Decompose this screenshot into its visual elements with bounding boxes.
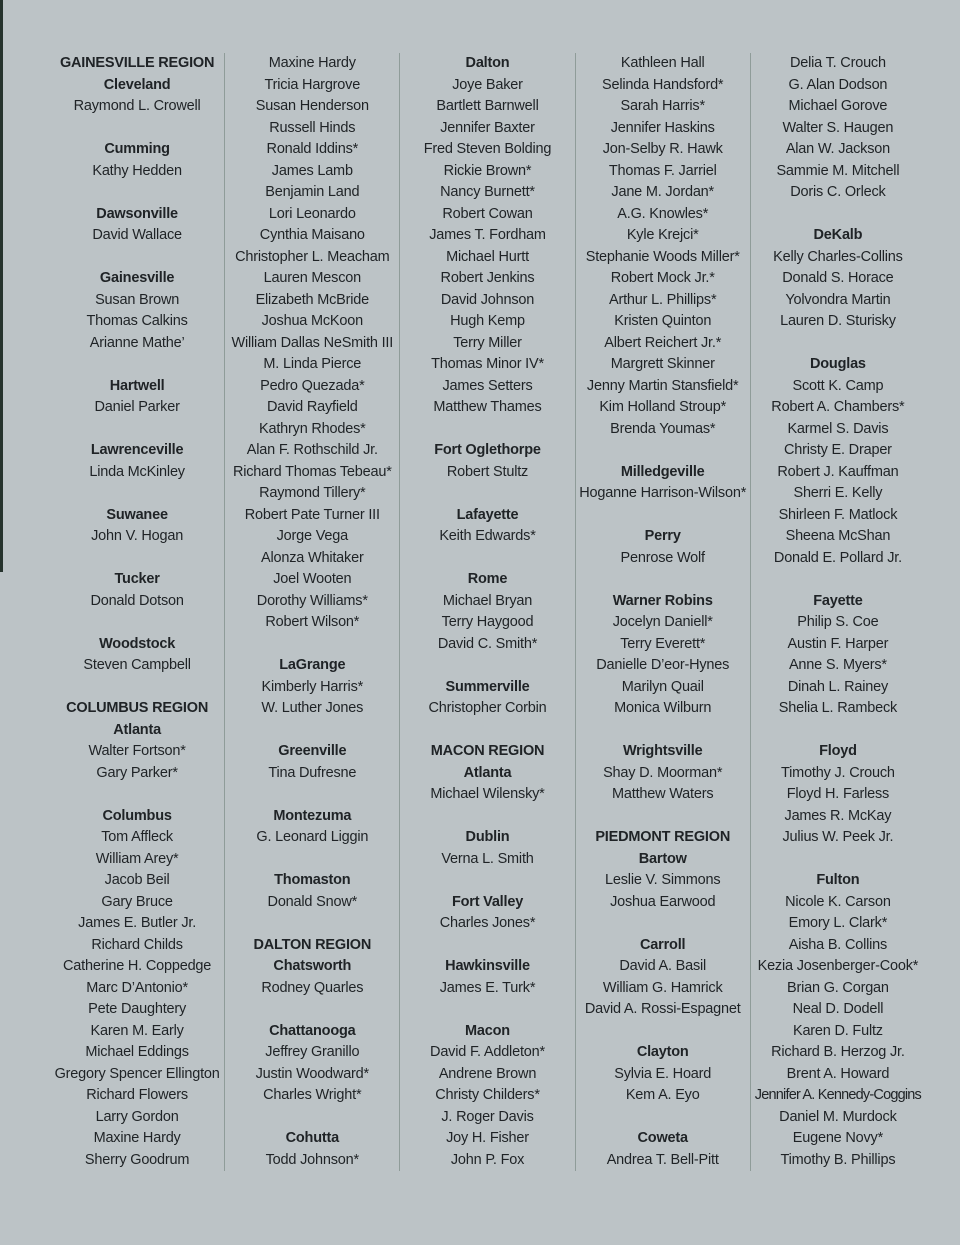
member-name: James R. McKay xyxy=(784,807,892,824)
member-name: M. Linda Pierce xyxy=(263,356,362,372)
member-name: Donald Dotson xyxy=(90,592,184,609)
member-name: Terry Haygood xyxy=(441,614,534,630)
member-name: Bartlett Barnwell xyxy=(436,98,539,114)
member-name: Ronald Iddins* xyxy=(266,141,359,157)
member-name: Jacob Beil xyxy=(104,872,170,888)
member-name: Sammie M. Mitchell xyxy=(776,162,900,179)
member-name: William Dallas NeSmith III xyxy=(231,334,394,351)
member-name: Michael Eddings xyxy=(85,1044,189,1060)
spacer xyxy=(50,483,224,505)
member-name: Lauren Mescon xyxy=(263,270,361,286)
section-heading: Perry xyxy=(644,528,681,544)
member-name: Jane M. Jordan* xyxy=(611,184,714,200)
member-name: Keith Edwards* xyxy=(439,528,536,544)
member-name: Rodney Quarles xyxy=(261,979,364,996)
member-name: Andrene Brown xyxy=(438,1065,537,1082)
member-name: Stephanie Woods Miller* xyxy=(585,248,740,265)
member-name: Susan Brown xyxy=(95,291,180,308)
member-name: Kim Holland Stroup* xyxy=(599,399,727,415)
member-name: W. Luther Jones xyxy=(261,700,364,716)
member-name: Andrea T. Bell-Pitt xyxy=(606,1151,719,1168)
member-name: Hoganne Harrison-Wilson* xyxy=(579,485,747,501)
member-name: Nicole K. Carson xyxy=(785,893,891,910)
section-heading: Hartwell xyxy=(109,377,165,394)
member-name: David A. Basil xyxy=(619,958,707,974)
member-name: Kelly Charles-Collins xyxy=(773,248,903,265)
member-name: Joshua McKoon xyxy=(261,313,363,329)
member-name: Albert Reichert Jr.* xyxy=(604,334,722,351)
member-name: Timothy J. Crouch xyxy=(781,764,895,781)
spacer xyxy=(751,204,925,226)
member-name: Sarah Harris* xyxy=(620,98,705,114)
member-name: Marilyn Quail xyxy=(621,678,704,695)
member-name: James T. Fordham xyxy=(429,227,546,243)
section-heading: Columbus xyxy=(102,807,172,824)
section-heading: LaGrange xyxy=(279,657,346,673)
member-name: Yolvondra Martin xyxy=(785,291,891,308)
member-name: Arianne Mathe’ xyxy=(89,334,185,351)
member-name: Monica Wilburn xyxy=(614,700,712,716)
section-heading: Fulton xyxy=(816,872,860,888)
member-name: Pedro Quezada* xyxy=(260,377,365,394)
member-name: Anne S. Myers* xyxy=(788,657,887,673)
member-name: Selinda Handsford* xyxy=(602,76,724,93)
section-heading: Atlanta xyxy=(463,764,512,781)
section-heading: Dublin xyxy=(465,829,510,845)
member-name: Pete Daughtery xyxy=(88,1001,187,1017)
member-name: Elizabeth McBride xyxy=(255,291,370,308)
spacer xyxy=(400,419,574,441)
spacer xyxy=(50,784,224,806)
spacer xyxy=(576,913,750,935)
spacer xyxy=(400,655,574,677)
member-name: Brenda Youmas* xyxy=(610,420,716,437)
member-name: Todd Johnson* xyxy=(265,1151,359,1168)
member-name: Daniel Parker xyxy=(94,399,180,415)
member-name: Dorothy Williams* xyxy=(256,592,368,609)
section-heading: Warner Robins xyxy=(612,592,713,609)
spacer xyxy=(576,505,750,527)
member-name: Floyd H. Farless xyxy=(786,786,890,802)
member-name: Austin F. Harper xyxy=(787,635,889,652)
member-name: David C. Smith* xyxy=(437,635,538,652)
member-name: Michael Gorove xyxy=(788,98,888,114)
section-heading: Cumming xyxy=(104,141,170,157)
member-name: Terry Miller xyxy=(453,334,522,351)
member-name: Lauren D. Sturisky xyxy=(780,313,896,329)
member-name: Michael Bryan xyxy=(442,592,533,609)
member-name: A.G. Knowles* xyxy=(617,205,709,222)
member-name: Nancy Burnett* xyxy=(440,184,535,200)
member-name: James Setters xyxy=(442,377,533,394)
member-name: Scott K. Camp xyxy=(792,377,884,394)
member-name: Robert Pate Turner III xyxy=(244,506,380,523)
member-name: Joye Baker xyxy=(452,76,523,93)
spacer xyxy=(50,118,224,140)
member-name: Robert Wilson* xyxy=(265,614,360,630)
spacer xyxy=(400,483,574,505)
member-name: Michael Wilensky* xyxy=(430,786,545,802)
section-heading: PIEDMONT REGION xyxy=(595,829,731,845)
member-name: Tricia Hargrove xyxy=(264,76,361,93)
spacer xyxy=(400,935,574,957)
member-name: Timothy B. Phillips xyxy=(780,1151,896,1168)
spacer xyxy=(50,548,224,570)
member-name: Larry Gordon xyxy=(95,1108,179,1125)
member-name: Justin Woodward* xyxy=(255,1065,369,1082)
column-5 xyxy=(750,53,925,1171)
member-name: Walter S. Haugen xyxy=(782,119,894,136)
member-name: Marc D’Antonio* xyxy=(86,979,188,996)
section-heading: Montezuma xyxy=(273,807,352,824)
member-name: Karen M. Early xyxy=(90,1022,184,1039)
member-name: Christopher L. Meacham xyxy=(235,248,390,265)
member-name: Aisha B. Collins xyxy=(788,936,888,953)
member-name: Shay D. Moorman* xyxy=(603,764,723,781)
member-name: John V. Hogan xyxy=(91,528,184,544)
spacer xyxy=(225,634,399,656)
section-heading: Fayette xyxy=(813,592,863,609)
member-name: James E. Butler Jr. xyxy=(78,915,197,931)
section-heading: Summerville xyxy=(445,678,530,695)
spacer xyxy=(225,1107,399,1129)
member-name: Maxine Hardy xyxy=(93,1130,181,1146)
member-name: Sylvia E. Hoard xyxy=(614,1065,712,1082)
member-name: Jon-Selby R. Hawk xyxy=(602,141,723,157)
member-name: Brian G. Corgan xyxy=(787,979,889,996)
member-name: Christopher Corbin xyxy=(428,700,547,716)
member-name: Tina Dufresne xyxy=(268,764,357,781)
member-name: Joy H. Fisher xyxy=(446,1130,529,1146)
member-name: Tom Affleck xyxy=(101,829,173,845)
member-name: Kimberly Harris* xyxy=(261,678,364,695)
member-name: Raymond L. Crowell xyxy=(73,98,201,114)
member-name: Susan Henderson xyxy=(255,98,369,114)
member-name: Matthew Thames xyxy=(433,399,542,415)
spacer xyxy=(50,247,224,269)
spacer xyxy=(751,569,925,591)
member-name: Terry Everett* xyxy=(620,635,706,652)
member-name: Danielle D’eor-Hynes xyxy=(596,657,730,673)
member-name: Kristen Quinton xyxy=(614,313,712,329)
member-name: Margrett Skinner xyxy=(610,356,715,372)
member-name: Steven Campbell xyxy=(83,657,191,673)
member-name: David Wallace xyxy=(92,227,182,243)
member-name: Kezia Josenberger-Cook* xyxy=(757,958,919,974)
spacer xyxy=(576,1107,750,1129)
member-name: David Rayfield xyxy=(266,399,358,415)
section-heading: Tucker xyxy=(114,571,160,587)
spacer xyxy=(50,182,224,204)
member-name: Thomas F. Jarriel xyxy=(608,162,717,179)
section-heading: Bartow xyxy=(638,850,687,867)
section-heading: Woodstock xyxy=(99,635,176,652)
member-name: Rickie Brown* xyxy=(443,162,532,179)
spacer xyxy=(751,849,925,871)
member-name: John P. Fox xyxy=(450,1151,525,1168)
member-name: Charles Wright* xyxy=(263,1087,362,1103)
left-edge-bar xyxy=(0,0,3,572)
spacer xyxy=(400,806,574,828)
member-name: Richard Flowers xyxy=(86,1087,188,1103)
section-heading: DeKalb xyxy=(813,227,863,243)
member-name: Sherri E. Kelly xyxy=(793,485,883,501)
member-name: Richard Childs xyxy=(91,936,183,953)
spacer xyxy=(225,720,399,742)
section-heading: Fort Oglethorpe xyxy=(434,442,541,458)
spacer xyxy=(225,784,399,806)
member-name: Robert Stultz xyxy=(446,463,529,480)
section-heading: Chatsworth xyxy=(273,958,352,974)
member-name: David A. Rossi-Espagnet xyxy=(584,1001,741,1017)
member-name: Joshua Earwood xyxy=(610,893,716,910)
spacer xyxy=(225,913,399,935)
spacer xyxy=(576,569,750,591)
member-name: Raymond Tillery* xyxy=(259,485,366,501)
section-heading: Carroll xyxy=(640,936,686,953)
spacer xyxy=(400,870,574,892)
member-name: J. Roger Davis xyxy=(441,1108,534,1125)
member-name: James E. Turk* xyxy=(439,979,536,996)
section-heading: Douglas xyxy=(810,356,866,372)
spacer xyxy=(50,612,224,634)
member-name: Jennifer Haskins xyxy=(610,119,715,136)
member-name: Lori Leonardo xyxy=(268,205,356,222)
member-name: William G. Hamrick xyxy=(602,979,723,996)
spacer xyxy=(400,999,574,1021)
member-name: Dinah L. Rainey xyxy=(787,678,888,695)
section-heading: Macon xyxy=(465,1022,510,1039)
section-heading: GAINESVILLE REGION xyxy=(59,55,215,71)
member-name: Robert A. Chambers* xyxy=(771,399,905,415)
spacer xyxy=(50,677,224,699)
member-name: Jennifer Baxter xyxy=(440,119,535,136)
member-name: Matthew Waters xyxy=(612,786,714,802)
member-name: Sheena McShan xyxy=(785,528,891,544)
member-name: Richard Thomas Tebeau* xyxy=(232,463,392,480)
spacer xyxy=(50,354,224,376)
member-name: Jorge Vega xyxy=(276,528,348,544)
member-name: Michael Hurtt xyxy=(446,248,529,265)
spacer xyxy=(50,419,224,441)
member-name: Robert Mock Jr.* xyxy=(610,270,715,286)
section-heading: Milledgeville xyxy=(620,463,705,480)
section-heading: Greenville xyxy=(278,743,347,759)
section-heading: Lawrenceville xyxy=(90,442,184,458)
member-name: Linda McKinley xyxy=(89,463,185,480)
member-name: Maxine Hardy xyxy=(268,55,356,71)
member-name: Christy Childers* xyxy=(435,1087,540,1103)
section-heading: Dawsonville xyxy=(96,205,178,222)
roster-columns xyxy=(50,53,925,1171)
member-name: Gary Parker* xyxy=(96,764,178,781)
spacer xyxy=(400,720,574,742)
member-name: David Johnson xyxy=(440,291,535,308)
member-name: Daniel M. Murdock xyxy=(779,1108,897,1125)
member-name: Charles Jones* xyxy=(439,915,536,931)
member-name: Kem A. Eyo xyxy=(625,1087,700,1103)
column-3 xyxy=(399,53,574,1171)
member-name: Walter Fortson* xyxy=(88,743,186,759)
member-name: Kathleen Hall xyxy=(620,55,705,71)
section-heading: Thomaston xyxy=(274,872,351,888)
member-name: Alonza Whitaker xyxy=(261,549,364,566)
member-name: Philip S. Coe xyxy=(797,614,879,630)
member-name: Gary Bruce xyxy=(101,893,173,910)
member-name: Hugh Kemp xyxy=(450,313,525,329)
member-name: G. Leonard Liggin xyxy=(256,829,369,845)
spacer xyxy=(576,806,750,828)
member-name: Delia T. Crouch xyxy=(789,55,886,71)
section-heading: Wrightsville xyxy=(622,743,703,759)
member-name: Gregory Spencer Ellington xyxy=(54,1065,220,1082)
member-name: Brent A. Howard xyxy=(786,1065,890,1082)
section-heading: Fort Valley xyxy=(451,893,524,910)
spacer xyxy=(400,548,574,570)
member-name: Catherine H. Coppedge xyxy=(63,958,212,974)
member-name: Shelia L. Rambeck xyxy=(778,700,898,716)
member-name: Neal D. Dodell xyxy=(792,1001,884,1017)
member-name: Alan W. Jackson xyxy=(785,141,890,157)
section-heading: Cohutta xyxy=(285,1130,339,1146)
member-name: Penrose Wolf xyxy=(620,549,705,566)
member-name: Leslie V. Simmons xyxy=(605,872,721,888)
section-heading: Hawkinsville xyxy=(445,958,530,974)
column-1 xyxy=(50,53,224,1171)
member-name: Doris C. Orleck xyxy=(790,184,886,200)
member-name: Alan F. Rothschild Jr. xyxy=(246,442,378,458)
member-name: Jeffrey Granillo xyxy=(265,1044,360,1060)
section-heading: Clayton xyxy=(636,1044,689,1060)
column-4 xyxy=(575,53,750,1171)
member-name: Karen D. Fultz xyxy=(792,1022,883,1039)
spacer xyxy=(751,333,925,355)
member-name: Robert J. Kauffman xyxy=(777,463,899,480)
member-name: Robert Jenkins xyxy=(440,270,535,286)
spacer xyxy=(225,999,399,1021)
member-name: Benjamin Land xyxy=(265,184,360,200)
section-heading: Rome xyxy=(467,571,508,587)
section-heading: Chattanooga xyxy=(269,1022,356,1039)
member-name: Donald S. Horace xyxy=(782,270,894,286)
spacer xyxy=(576,440,750,462)
member-name: Sherry Goodrum xyxy=(84,1151,190,1168)
member-name: David F. Addleton* xyxy=(430,1044,545,1060)
member-name: Donald E. Pollard Jr. xyxy=(773,549,902,566)
member-name: Kyle Krejci* xyxy=(626,227,699,243)
member-name: Joel Wooten xyxy=(273,571,352,587)
member-name: Christy E. Draper xyxy=(784,442,892,458)
member-name: Verna L. Smith xyxy=(441,850,534,867)
spacer xyxy=(751,720,925,742)
spacer xyxy=(576,720,750,742)
member-name: James Lamb xyxy=(271,162,353,179)
member-name: Eugene Novy* xyxy=(792,1130,884,1146)
member-name: Jenny Martin Stansfield* xyxy=(586,377,739,394)
member-name: Robert Cowan xyxy=(442,205,533,222)
section-heading: Coweta xyxy=(637,1130,688,1146)
member-name: Shirleen F. Matlock xyxy=(778,506,898,523)
member-name: Russell Hinds xyxy=(269,119,356,136)
section-heading: Floyd xyxy=(819,743,857,759)
section-heading: COLUMBUS REGION xyxy=(66,700,209,716)
section-heading: Gainesville xyxy=(99,270,175,286)
section-heading: DALTON REGION xyxy=(253,936,372,953)
section-heading: Lafayette xyxy=(456,506,519,523)
member-name: Karmel S. Davis xyxy=(787,420,889,437)
spacer xyxy=(225,849,399,871)
member-name: Kathy Hedden xyxy=(92,162,182,179)
member-name: Cynthia Maisano xyxy=(259,227,365,243)
section-heading: MACON REGION xyxy=(430,743,545,759)
section-heading: Cleveland xyxy=(103,76,171,93)
member-name: Emory L. Clark* xyxy=(788,915,888,931)
member-name: Arthur L. Phillips* xyxy=(609,291,717,308)
member-name: Thomas Calkins xyxy=(86,313,188,329)
section-heading: Suwanee xyxy=(106,506,168,523)
section-heading: Dalton xyxy=(465,55,510,71)
section-heading: Atlanta xyxy=(113,721,161,738)
member-name: Thomas Minor IV* xyxy=(431,356,544,372)
member-name: Richard B. Herzog Jr. xyxy=(771,1044,905,1060)
column-2 xyxy=(224,53,399,1171)
spacer xyxy=(576,1021,750,1043)
member-name: Jennifer A. Kennedy-Coggins xyxy=(754,1087,922,1103)
member-name: Donald Snow* xyxy=(267,893,358,910)
member-name: Jocelyn Daniell* xyxy=(612,614,713,630)
member-name: Julius W. Peek Jr. xyxy=(782,829,894,845)
member-name: G. Alan Dodson xyxy=(788,76,888,93)
member-name: Kathryn Rhodes* xyxy=(258,420,366,437)
member-name: Fred Steven Bolding xyxy=(423,141,552,157)
member-name: William Arey* xyxy=(95,850,179,867)
